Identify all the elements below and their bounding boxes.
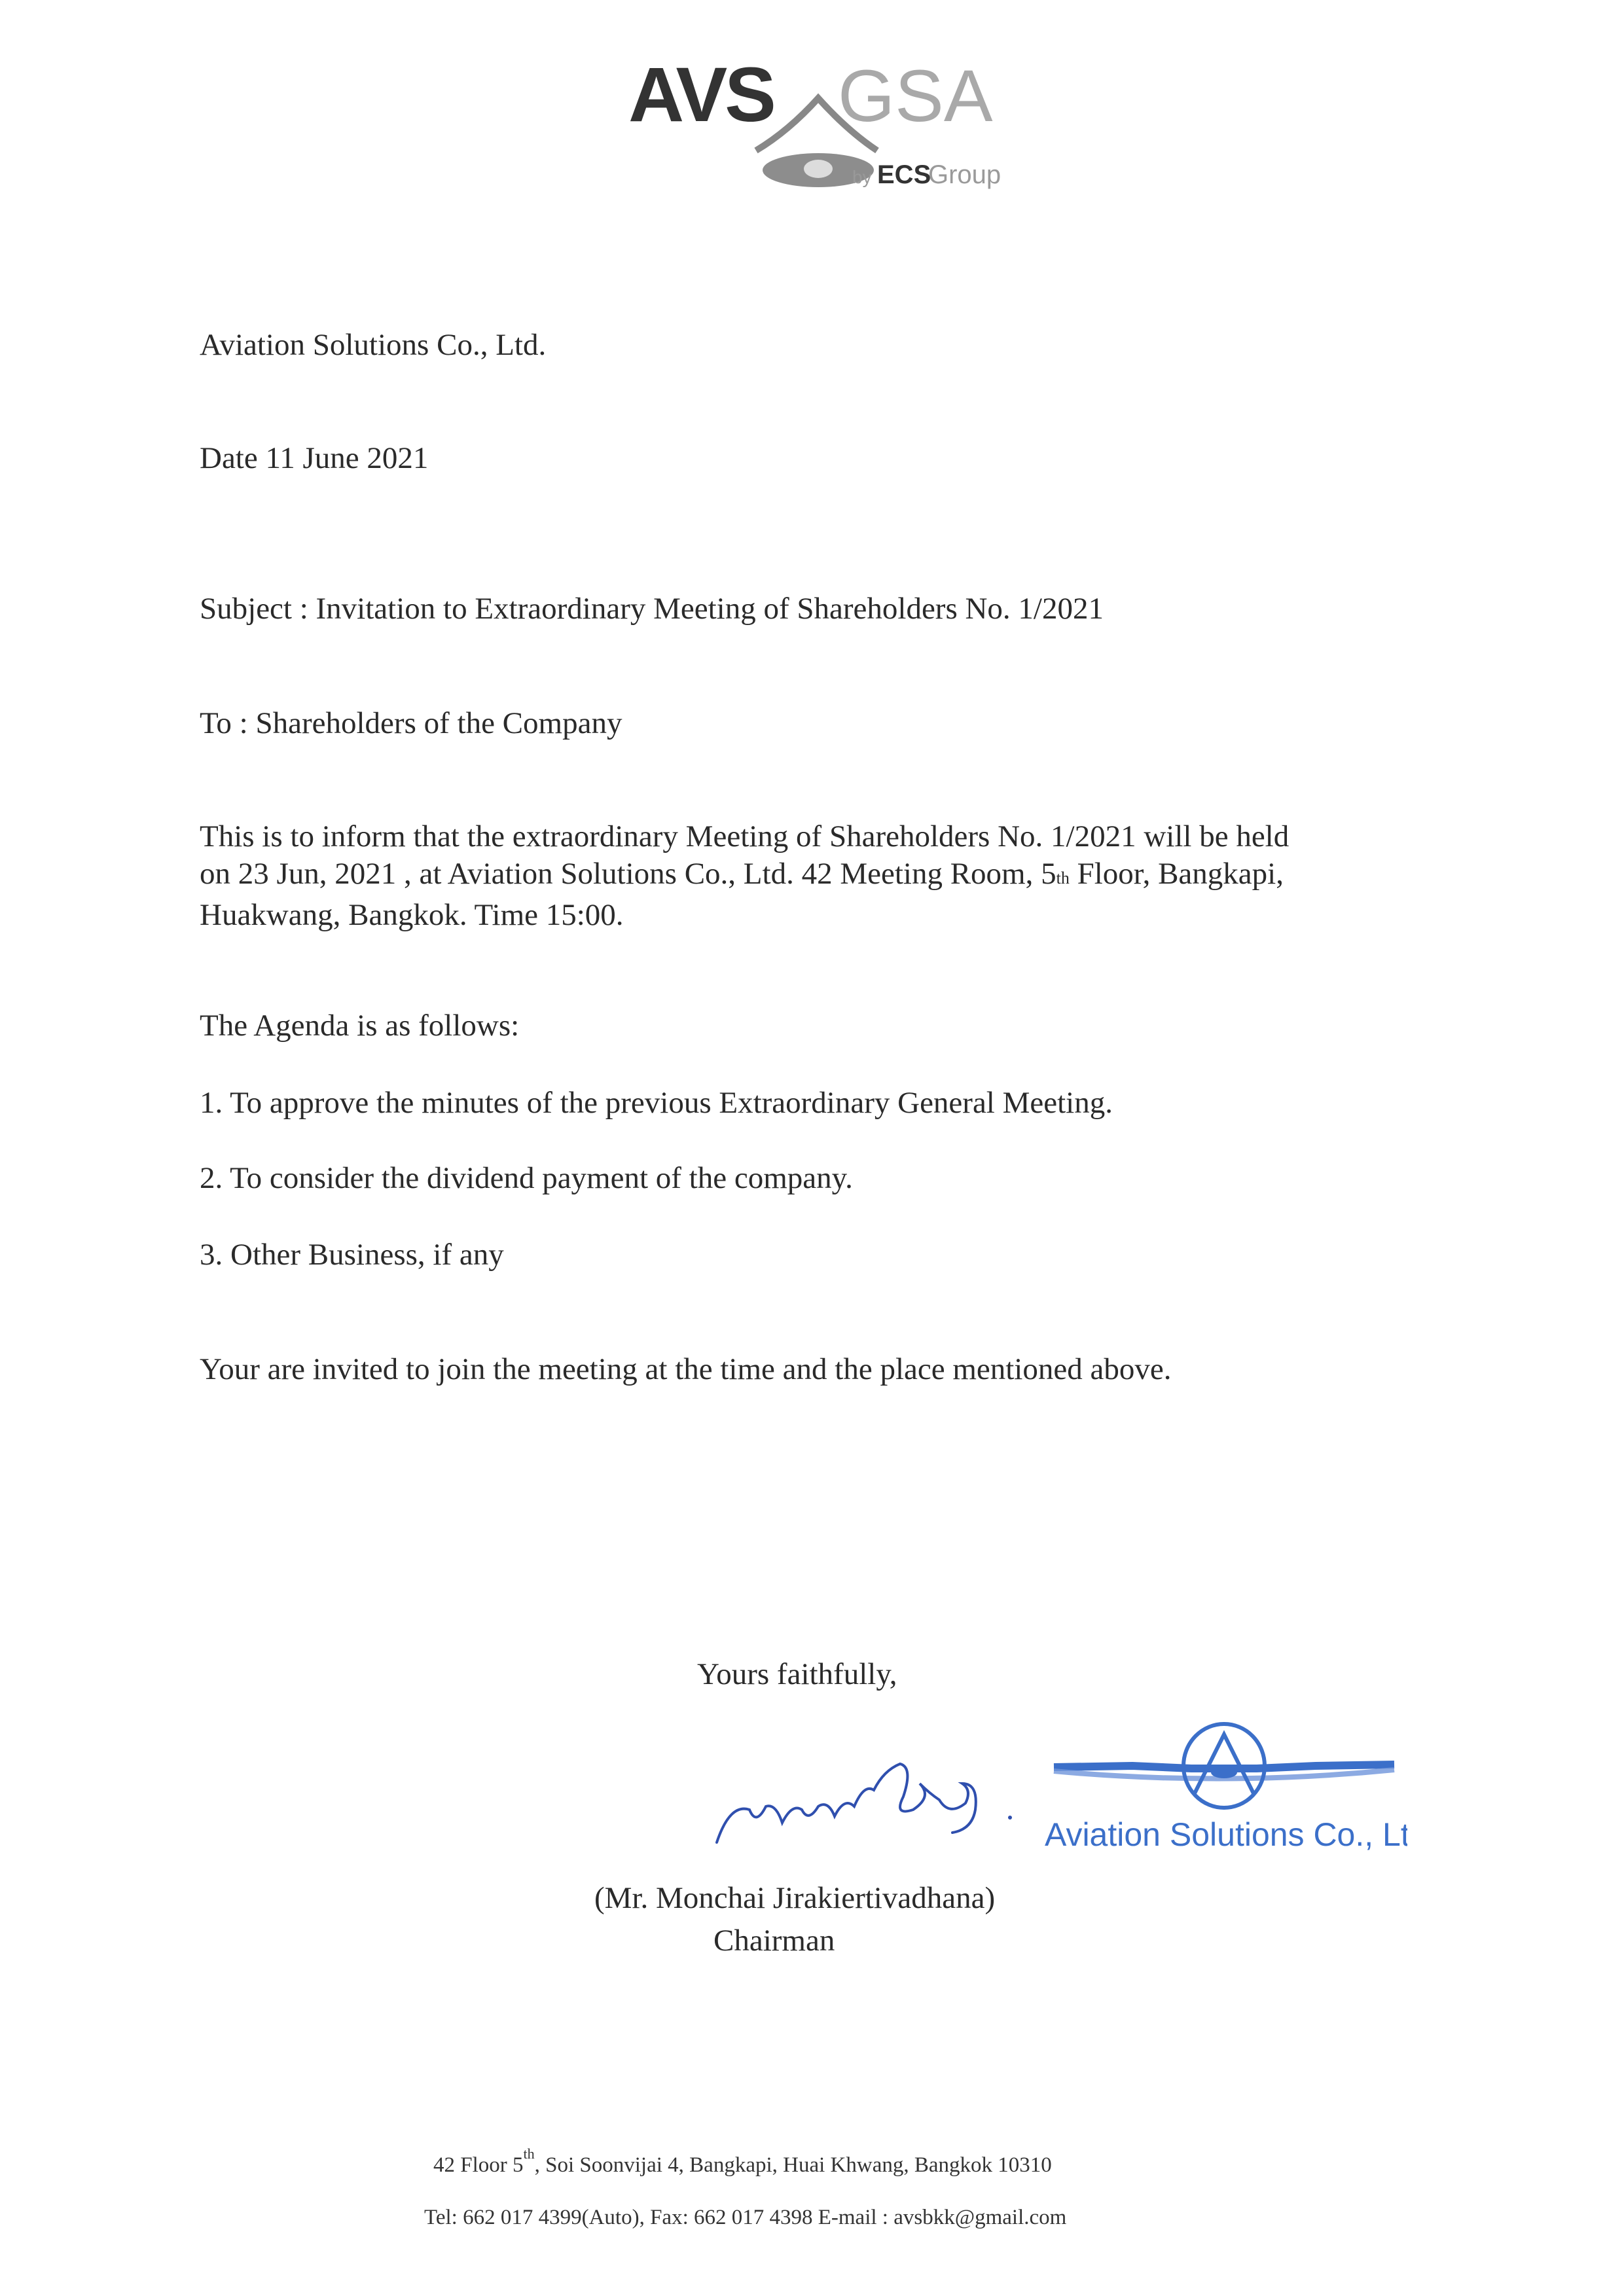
footer-contact: Tel: 662 017 4399(Auto), Fax: 662 017 4398 E-mail : avsbkk@gmail.com [424,2206,1067,2229]
logo-secondary: GSA [838,55,993,137]
body-line-2-text: on 23 Jun, 2021 , at Aviation Solutions Co., Ltd. 42 Meeting Room, 5 [200,857,1056,891]
logo-group-bold: ECS [877,160,931,189]
footer-address [433,2145,1052,2178]
floor-ordinal: th [1056,869,1070,888]
signatory-title: Chairman [713,1924,835,1958]
handwritten-signature [704,1744,1031,1856]
body-line-2-tail: Floor, Bangkapi, [1069,857,1284,891]
stamp-aircraft-icon [1195,1734,1254,1793]
footer-address-start: 42 Floor 5 [433,2153,524,2177]
footer-floor-ordinal: th [523,2145,535,2162]
body-paragraph [200,818,1378,934]
letter-date: Date 11 June 2021 [200,441,429,475]
agenda-item-2: 2. To consider the dividend payment of the company. [200,1161,853,1195]
body-line-3: Huakwang, Bangkok. Time 15:00. [200,898,624,932]
body-line-1: This is to inform that the extraordinary Meeting of Shareholders No. 1/2021 will be held [200,819,1290,853]
company-name: Aviation Solutions Co., Ltd. [200,328,547,362]
agenda-item-1: 1. To approve the minutes of the previous Extraordinary General Meeting. [200,1086,1113,1120]
logo-group-light: Group [928,160,1001,189]
letter-recipient: To : Shareholders of the Company [200,706,623,740]
fuselage-shape [804,160,833,178]
closing-invitation: Your are invited to join the meeting at the time and the place mentioned above. [200,1352,1172,1386]
stamp-text: Aviation Solutions Co., Ltd. [1045,1816,1407,1853]
body-line-2 [200,855,1378,897]
company-logo [622,52,1028,209]
logo-by: by [852,167,872,187]
signatory-name: (Mr. Monchai Jirakiertivadhana) [594,1881,996,1915]
agenda-intro: The Agenda is as follows: [200,1009,520,1043]
letter-subject: Subject : Invitation to Extraordinary Meeting of Shareholders No. 1/2021 [200,592,1104,626]
closing-salutation: Yours faithfully, [697,1657,897,1691]
footer-address-rest: , Soi Soonvijai 4, Bangkapi, Huai Khwang, Bangkok 10310 [534,2153,1052,2177]
avs-gsa-logo-mark [622,52,1028,209]
agenda-item-3: 3. Other Business, if any [200,1238,504,1272]
company-stamp [1041,1715,1407,1865]
logo-primary: AVS [628,52,774,138]
